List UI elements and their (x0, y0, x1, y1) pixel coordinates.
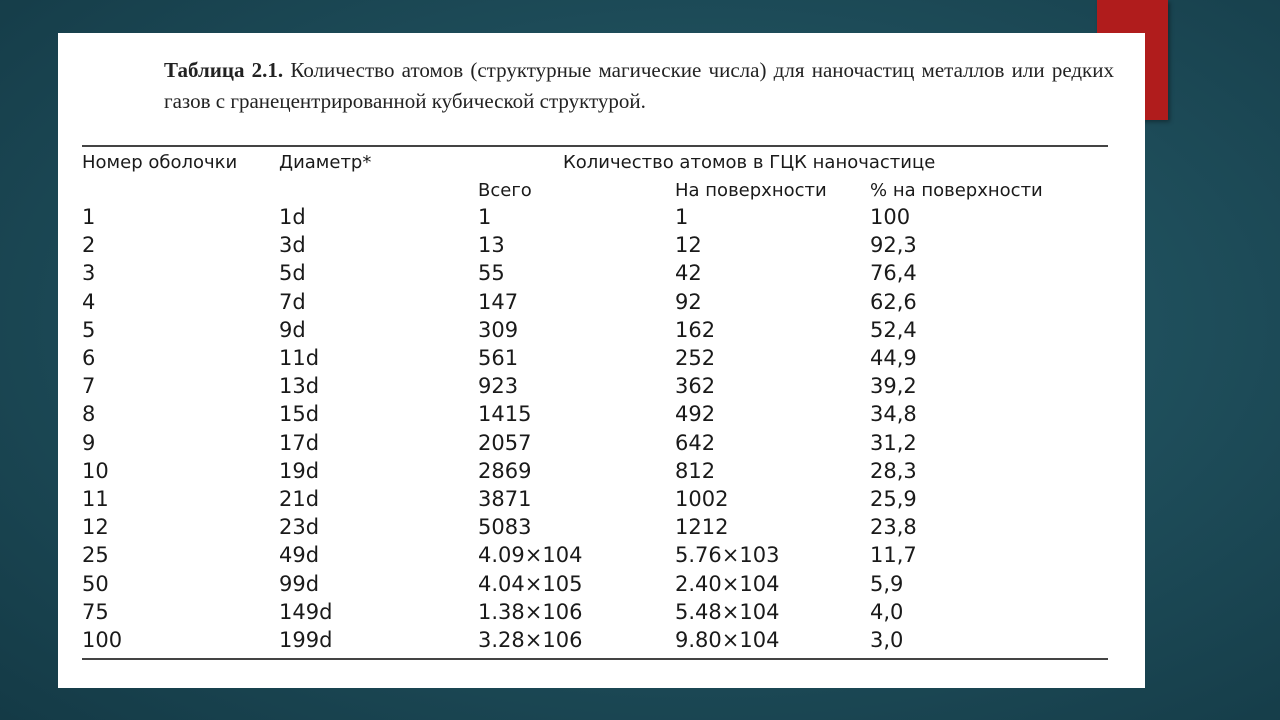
cell-shell-number: 9 (82, 430, 96, 455)
cell-shell-number: 50 (82, 571, 109, 596)
cell-shell-number: 25 (82, 543, 109, 568)
cell-percent-surface: 100 (870, 205, 911, 229)
cell-total: 4.04×105 (478, 571, 583, 596)
cell-diameter: 13d (279, 374, 320, 399)
cell-shell-number: 7 (82, 374, 96, 399)
cell-total: 4.09×104 (478, 543, 583, 568)
cell-diameter: 199d (279, 628, 333, 652)
caption-label: Таблица 2.1. (164, 58, 284, 82)
cell-shell-number: 12 (82, 515, 109, 540)
cell-diameter: 3d (279, 233, 306, 258)
cell-total: 3.28×106 (478, 628, 583, 652)
table-top-rule (82, 145, 1108, 147)
table-bottom-rule (82, 658, 1108, 660)
cell-diameter: 9d (279, 317, 306, 342)
header-diameter: Диаметр* (279, 152, 372, 173)
header-total: Всего (478, 180, 532, 201)
cell-shell-number: 4 (82, 289, 96, 314)
cell-surface: 642 (675, 430, 716, 455)
cell-percent-surface: 23,8 (870, 515, 917, 540)
cell-total: 2057 (478, 430, 532, 455)
cell-percent-surface: 11,7 (870, 543, 917, 568)
cell-surface: 1002 (675, 487, 729, 511)
cell-diameter: 5d (279, 261, 306, 286)
cell-total: 2869 (478, 458, 532, 483)
table-caption (164, 55, 1114, 117)
cell-percent-surface: 44,9 (870, 346, 917, 370)
cell-shell-number: 11 (82, 487, 109, 511)
cell-surface: 1 (675, 205, 689, 229)
cell-diameter: 149d (279, 599, 333, 624)
cell-percent-surface: 39,2 (870, 374, 917, 399)
cell-surface: 162 (675, 317, 716, 342)
cell-shell-number: 5 (82, 317, 96, 342)
cell-total: 309 (478, 317, 519, 342)
cell-total: 1.38×106 (478, 599, 583, 624)
cell-total: 5083 (478, 515, 532, 540)
header-percent-surface: % на поверхности (870, 180, 1043, 201)
caption-text: Количество атомов (структурные магические числа) для наночастиц металлов или редких газов с гранецентрированной кубической структурой. (164, 58, 1114, 113)
cell-percent-surface: 25,9 (870, 487, 917, 511)
cell-total: 3871 (478, 487, 532, 511)
cell-total: 1415 (478, 402, 532, 427)
cell-surface: 92 (675, 289, 702, 314)
header-atom-count-group: Количество атомов в ГЦК наночастице (563, 152, 936, 173)
cell-shell-number: 10 (82, 458, 109, 483)
header-shell-number: Номер оболочки (82, 152, 238, 173)
cell-percent-surface: 34,8 (870, 402, 917, 427)
cell-diameter: 17d (279, 430, 320, 455)
cell-surface: 12 (675, 233, 702, 258)
cell-diameter: 11d (279, 346, 320, 370)
cell-total: 147 (478, 289, 519, 314)
cell-surface: 5.48×104 (675, 599, 780, 624)
cell-total: 55 (478, 261, 505, 286)
cell-surface: 9.80×104 (675, 628, 780, 652)
header-surface: На поверхности (675, 180, 827, 201)
cell-diameter: 21d (279, 487, 320, 511)
cell-percent-surface: 52,4 (870, 317, 917, 342)
cell-total: 13 (478, 233, 505, 258)
cell-percent-surface: 92,3 (870, 233, 917, 258)
cell-surface: 42 (675, 261, 702, 286)
cell-percent-surface: 4,0 (870, 599, 904, 624)
cell-percent-surface: 31,2 (870, 430, 917, 455)
cell-total: 1 (478, 205, 492, 229)
cell-surface: 362 (675, 374, 716, 399)
cell-diameter: 49d (279, 543, 320, 568)
cell-surface: 1212 (675, 515, 729, 540)
cell-total: 561 (478, 346, 519, 370)
cell-diameter: 19d (279, 458, 320, 483)
cell-surface: 252 (675, 346, 716, 370)
cell-shell-number: 8 (82, 402, 96, 427)
cell-surface: 492 (675, 402, 716, 427)
cell-shell-number: 6 (82, 346, 96, 370)
cell-shell-number: 2 (82, 233, 96, 258)
cell-shell-number: 100 (82, 628, 123, 652)
cell-surface: 2.40×104 (675, 571, 780, 596)
cell-surface: 812 (675, 458, 716, 483)
cell-diameter: 7d (279, 289, 306, 314)
cell-diameter: 1d (279, 205, 306, 229)
cell-percent-surface: 3,0 (870, 628, 904, 652)
cell-percent-surface: 5,9 (870, 571, 904, 596)
cell-diameter: 99d (279, 571, 320, 596)
table-panel (58, 33, 1145, 688)
cell-percent-surface: 76,4 (870, 261, 917, 286)
cell-shell-number: 3 (82, 261, 96, 286)
cell-percent-surface: 28,3 (870, 458, 917, 483)
cell-surface: 5.76×103 (675, 543, 780, 568)
cell-shell-number: 1 (82, 205, 96, 229)
cell-diameter: 15d (279, 402, 320, 427)
cell-shell-number: 75 (82, 599, 109, 624)
cell-percent-surface: 62,6 (870, 289, 917, 314)
cell-diameter: 23d (279, 515, 320, 540)
cell-total: 923 (478, 374, 519, 399)
